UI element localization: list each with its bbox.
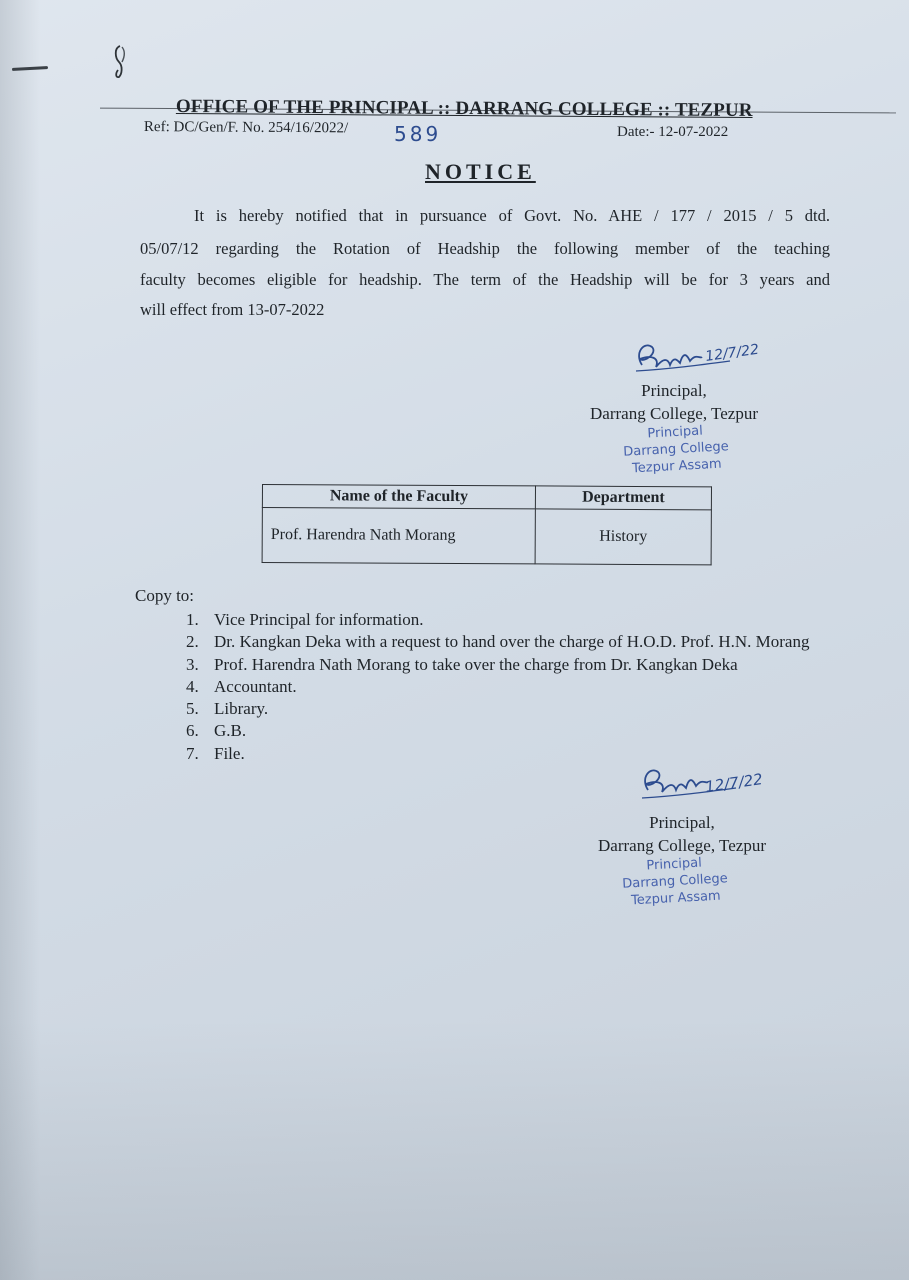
stamp-line: Tezpur Assam [631, 456, 723, 477]
notice-heading: NOTICE [425, 159, 536, 184]
staple-pin-icon [110, 44, 132, 80]
list-item: 6. G.B. [186, 721, 247, 741]
signature-date: 12/7/22 [704, 770, 764, 796]
reference-number: Ref: DC/Gen/F. No. 254/16/2022/ [143, 119, 349, 137]
notice-body-line: will effect from 13-07-2022 [140, 300, 325, 319]
principal-stamp-2 [604, 852, 746, 910]
list-item: 3. Prof. Harendra Nath Morang to take over the charge from Dr. Kangkan Deka [186, 654, 738, 674]
list-item: 7. File. [186, 743, 245, 763]
list-item: 2. Dr. Kangkan Deka with a request to hand over the charge of H.O.D. Prof. H.N. Morang [186, 632, 810, 652]
principal-signature-1 [630, 335, 780, 379]
notice-date: Date:- 12-07-2022 [617, 124, 729, 140]
table-row [262, 508, 711, 565]
column-header-name: Name of the Faculty [262, 485, 535, 509]
signatory-title: Principal, [649, 813, 715, 832]
principal-signature-2 [636, 758, 786, 808]
faculty-name-cell: Prof. Harendra Nath Morang [262, 508, 535, 564]
notice-body-line: 05/07/12 regarding the Rotation of Headship the following member of the teaching [140, 239, 830, 258]
signatory-institution: Darrang College, Tezpur [590, 404, 758, 423]
handwritten-ref-number: 589 [394, 122, 442, 146]
stamp-line: Tezpur Assam [630, 888, 722, 909]
list-item: 4. Accountant. [186, 676, 297, 696]
office-header-title: OFFICE OF THE PRINCIPAL :: DARRANG COLLEGE :: TEZPUR [175, 96, 753, 122]
signatory-block-2 [580, 813, 784, 856]
list-item: 1. Vice Principal for information. [186, 610, 424, 629]
signatory-institution: Darrang College, Tezpur [598, 836, 766, 855]
copy-list [186, 609, 854, 765]
signatory-block-1 [575, 381, 773, 424]
principal-stamp-1 [605, 420, 747, 478]
paper-bottom-shadow [0, 1020, 909, 1280]
department-cell: History [535, 509, 711, 565]
stamp-line: Principal [646, 855, 703, 874]
faculty-table [262, 484, 712, 565]
stamp-line: Principal [647, 423, 704, 442]
signature-date: 12/7/22 [704, 341, 761, 365]
copy-to-label: Copy to: [135, 586, 195, 605]
list-item: 5. Library. [186, 699, 269, 719]
notice-body-line: It is hereby notified that in pursuance of Govt. No. AHE / 177 / 2015 / 5 dtd. [194, 206, 830, 225]
column-header-department: Department [535, 486, 711, 510]
stamp-line: Darrang College [622, 439, 730, 460]
signatory-title: Principal, [641, 381, 707, 400]
stamp-line: Darrang College [621, 871, 729, 892]
notice-body-line: faculty becomes eligible for headship. The term of the Headship will be for 3 years and [140, 270, 830, 289]
table-header-row [262, 485, 711, 510]
